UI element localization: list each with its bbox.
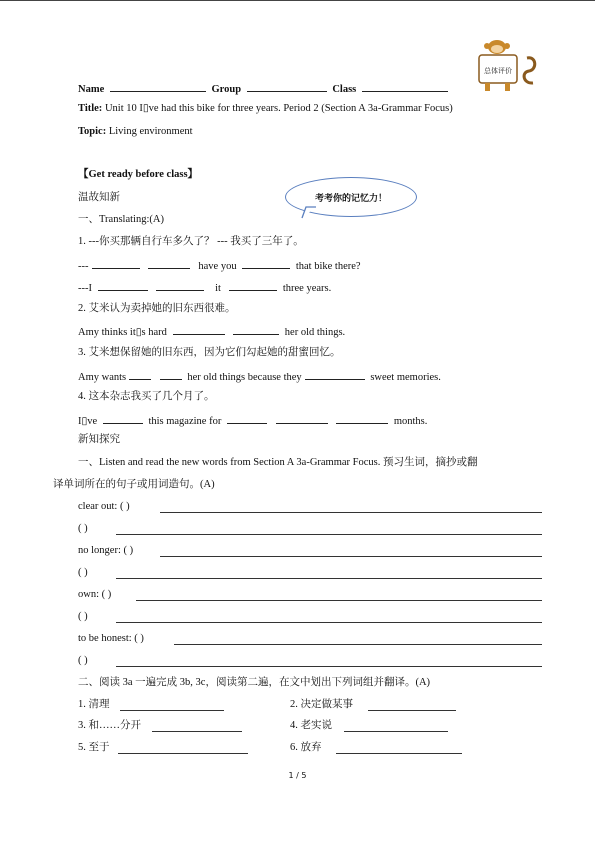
word-own-translation-line[interactable] <box>116 622 542 623</box>
question-1-answer-a <box>78 258 361 274</box>
question-2-english <box>78 324 345 340</box>
q2-blank-1[interactable] <box>173 324 225 335</box>
name-blank[interactable] <box>110 81 206 92</box>
word-no-longer-paren: ( ) <box>78 567 88 578</box>
q1a-text-3: that bike there? <box>295 261 361 272</box>
phrase-6-line[interactable] <box>336 753 462 754</box>
bubble-tail-icon <box>300 205 320 219</box>
name-field <box>78 81 451 97</box>
section-heading: 【Get ready before class】 <box>78 169 199 180</box>
q2-text-1: Amy thinks it▯s hard <box>78 327 167 338</box>
title-text: Unit 10 I▯ve had this bike for three years. Period 2 (Section A 3a-Grammar Focus) <box>104 103 453 114</box>
word-to-be-honest-line[interactable] <box>174 644 542 645</box>
new-knowledge-subheading: 新知探究 <box>78 434 120 445</box>
class-label: Class <box>332 84 357 95</box>
top-border <box>0 0 595 1</box>
title-line <box>78 102 453 116</box>
phrase-1-label: 1. 清理 <box>78 699 110 710</box>
phrase-3 <box>78 719 141 733</box>
topic-text: Living environment <box>108 126 193 137</box>
q2-blank-2[interactable] <box>233 324 279 335</box>
phrase-2 <box>290 698 353 712</box>
phrase-4 <box>290 719 332 733</box>
phrase-5 <box>78 741 110 755</box>
word-clear-out-line[interactable] <box>160 512 542 513</box>
word-clear-out-translation-line[interactable] <box>116 534 542 535</box>
review-subheading: 温故知新 <box>78 192 120 203</box>
topic-line <box>78 125 193 139</box>
q4-blank-1[interactable] <box>103 413 143 424</box>
q1a-blank-2[interactable] <box>148 258 190 269</box>
word-own-label: own: ( ) <box>78 589 112 600</box>
word-to-be-honest-translation-line[interactable] <box>116 666 542 667</box>
phrase-1-line[interactable] <box>120 710 224 711</box>
phrase-2-label: 2. 决定做某事 <box>290 699 353 710</box>
listen-read-line-1: 一、Listen and read the new words from Section A 3a-Grammar Focus. 预习生词，摘抄或翻 <box>78 457 478 468</box>
q4-blank-2[interactable] <box>227 413 267 424</box>
question-2-chinese: 2. 艾米认为卖掉她的旧东西很难。 <box>78 303 236 314</box>
question-4-english <box>78 413 427 429</box>
q1a-text-2: have you <box>198 261 237 272</box>
q1b-prefix: ---I <box>78 283 92 294</box>
question-3-english <box>78 369 441 385</box>
translating-title: 一、Translating:(A) <box>78 214 164 225</box>
word-clear-out-paren: ( ) <box>78 523 88 534</box>
topic-label: Topic: <box>78 126 107 137</box>
question-3-chinese: 3. 艾米想保留她的旧东西，因为它们勾起她的甜蜜回忆。 <box>78 347 341 358</box>
q3-blank-1[interactable] <box>129 369 151 380</box>
q1a-prefix: --- <box>78 261 89 272</box>
q2-text-2: her old things. <box>284 327 346 338</box>
monkey-evaluation-badge <box>475 38 545 98</box>
word-clear-out-label: clear out: ( ) <box>78 501 130 512</box>
page-number: 1 / 5 <box>288 771 307 780</box>
word-own-line[interactable] <box>136 600 542 601</box>
q3-text-2: her old things because they <box>187 372 302 383</box>
phrase-6 <box>290 741 322 755</box>
word-own-paren: ( ) <box>78 611 88 622</box>
reading-task-title: 二、阅读 3a 一遍完成 3b, 3c，阅读第二遍，在文中划出下列词组并翻译。(A) <box>78 677 431 688</box>
phrase-4-line[interactable] <box>344 731 448 732</box>
phrase-4-label: 4. 老实说 <box>290 720 332 731</box>
q4-text-1: I▯ve <box>78 416 98 427</box>
class-blank[interactable] <box>362 81 448 92</box>
question-4-chinese: 4. 这本杂志我买了几个月了。 <box>78 391 215 402</box>
word-no-longer-label: no longer: ( ) <box>78 545 134 556</box>
q3-text-1: Amy wants <box>78 372 127 383</box>
name-label: Name <box>78 84 105 95</box>
title-label: Title: <box>78 103 103 114</box>
group-blank[interactable] <box>247 81 327 92</box>
q1a-blank-3[interactable] <box>242 258 290 269</box>
q4-blank-4[interactable] <box>336 413 388 424</box>
word-no-longer-translation-line[interactable] <box>116 578 542 579</box>
listen-read-line-2: 译单词所在的句子或用词造句。(A) <box>53 479 215 490</box>
group-label: Group <box>211 84 242 95</box>
bubble-text: 考考你的记忆力！ <box>314 193 387 204</box>
word-to-be-honest-paren: ( ) <box>78 655 88 666</box>
phrase-5-line[interactable] <box>118 753 248 754</box>
q1b-text-3: three years. <box>282 283 332 294</box>
q3-blank-3[interactable] <box>305 369 365 380</box>
phrase-3-label: 3. 和……分开 <box>78 720 141 731</box>
phrase-6-label: 6. 放弃 <box>290 742 322 753</box>
question-1-chinese: 1. ---你买那辆自行车多久了？ --- 我买了三年了。 <box>78 236 304 247</box>
question-1-answer-b <box>78 280 331 296</box>
q4-blank-3[interactable] <box>276 413 328 424</box>
q3-text-3: sweet memories. <box>370 372 441 383</box>
q1b-blank-3[interactable] <box>229 280 277 291</box>
q1b-blank-2[interactable] <box>156 280 204 291</box>
word-to-be-honest-label: to be honest: ( ) <box>78 633 144 644</box>
q3-blank-2[interactable] <box>160 369 182 380</box>
phrase-3-line[interactable] <box>152 731 242 732</box>
q1b-text-2: it <box>215 283 221 294</box>
q1b-blank-1[interactable] <box>98 280 148 291</box>
phrase-2-line[interactable] <box>368 710 456 711</box>
q1a-blank-1[interactable] <box>92 258 140 269</box>
badge-text: 总体评价 <box>484 67 512 75</box>
monkey-tail-icon <box>524 58 535 83</box>
word-no-longer-line[interactable] <box>160 556 542 557</box>
phrase-1 <box>78 698 110 712</box>
phrase-5-label: 5. 至于 <box>78 742 110 753</box>
q4-text-3: months. <box>393 416 428 427</box>
q4-text-2: this magazine for <box>148 416 222 427</box>
